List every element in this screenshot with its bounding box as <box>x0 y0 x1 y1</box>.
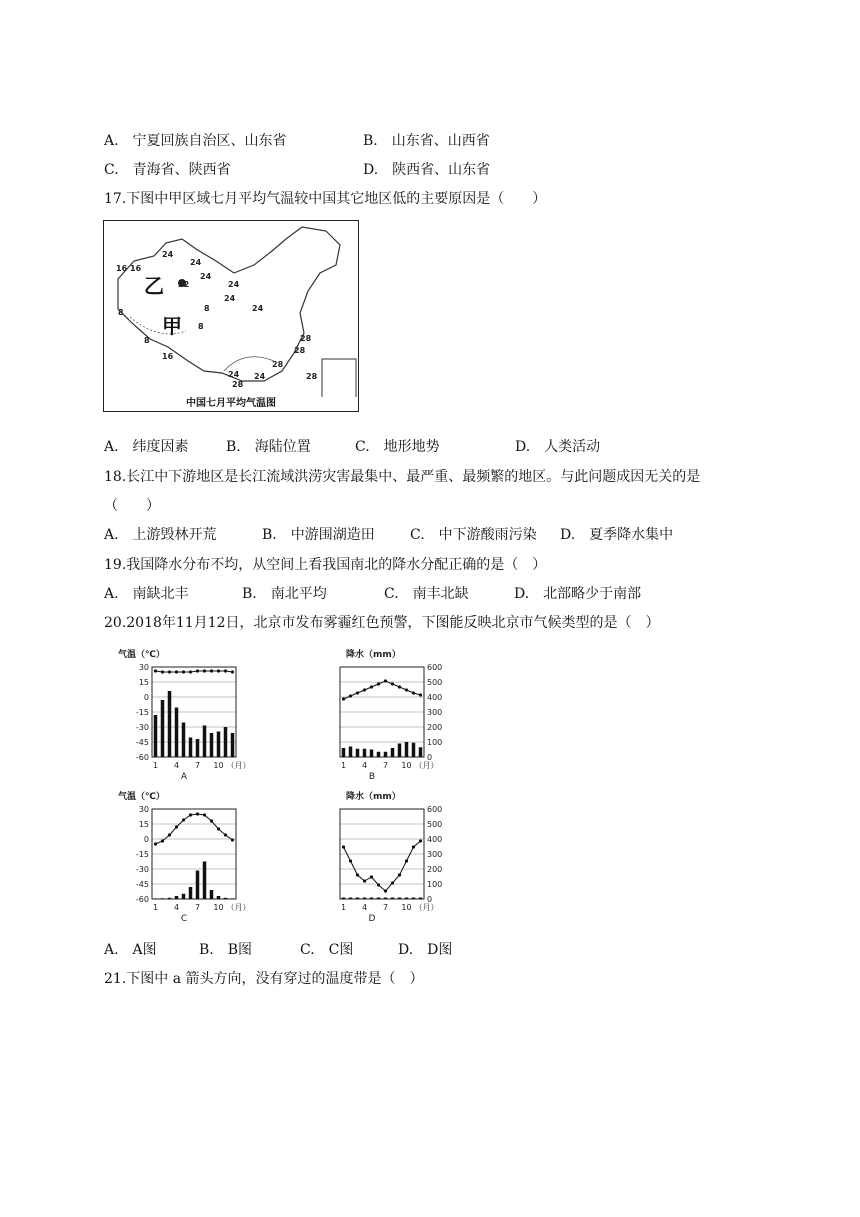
y-tick-label: 500 <box>427 678 443 687</box>
map-caption: 中国七月平均气温图 <box>186 398 276 409</box>
q17-option-a[interactable]: A. 纬度因素 <box>104 439 189 455</box>
map-label: 24 <box>200 272 212 281</box>
precip-bar <box>363 749 367 757</box>
climate-chart-c <box>112 787 262 936</box>
precip-bar <box>412 898 416 900</box>
q17-option-c[interactable]: C. 地形地势 <box>355 439 440 455</box>
temp-point <box>210 669 213 672</box>
precip-bar <box>384 752 388 757</box>
temp-point <box>356 873 359 876</box>
temp-point <box>370 685 373 688</box>
precip-bar <box>405 898 409 900</box>
map-label: 24 <box>190 258 202 267</box>
temp-point <box>168 670 171 673</box>
q18-option-d[interactable]: D. 夏季降水集中 <box>560 527 674 543</box>
precip-bar <box>224 898 228 899</box>
temp-point <box>224 833 227 836</box>
precip-bar <box>231 898 235 899</box>
temp-point <box>349 694 352 697</box>
precip-bar <box>168 898 172 899</box>
temp-point <box>370 875 373 878</box>
map-label: 8 <box>144 336 150 345</box>
map-label: 8 <box>118 308 124 317</box>
temp-line <box>156 671 233 672</box>
precip-bar <box>370 898 374 900</box>
precip-bar <box>356 898 360 900</box>
precip-bar <box>196 739 200 757</box>
q16-option-d[interactable]: D. 陕西省、山东省 <box>363 162 491 178</box>
temp-point <box>217 669 220 672</box>
china-map-graphic <box>104 221 358 397</box>
precip-bar <box>363 898 367 900</box>
precip-bar <box>391 898 395 900</box>
q20-option-b[interactable]: B. B图 <box>199 942 253 958</box>
q16-option-c[interactable]: C. 青海省、陕西省 <box>104 162 231 178</box>
temp-point <box>231 670 234 673</box>
y-tick-label: -30 <box>135 865 149 874</box>
temp-point <box>377 682 380 685</box>
map-label: 24 <box>254 372 266 381</box>
x-tick-label: 10 <box>401 761 412 770</box>
precip-bar <box>349 898 353 900</box>
temp-point <box>203 813 206 816</box>
y-tick-label: -60 <box>135 753 149 762</box>
precip-bar <box>377 752 381 757</box>
chart-title: D <box>368 914 376 924</box>
chart-title: A <box>180 772 188 782</box>
precip-bar <box>391 748 395 757</box>
temp-point <box>196 669 199 672</box>
map-label-yi: 乙 <box>144 274 164 298</box>
precip-bar <box>217 732 221 758</box>
map-label: 24 <box>252 304 264 313</box>
x-tick-label: 1 <box>152 761 159 770</box>
temp-point <box>391 682 394 685</box>
q20-option-d[interactable]: D. D图 <box>398 942 453 958</box>
temp-point <box>224 669 227 672</box>
precip-bar <box>224 727 228 757</box>
precip-bar <box>419 747 423 757</box>
temp-point <box>349 859 352 862</box>
precip-bar <box>210 890 214 899</box>
temp-point <box>189 670 192 673</box>
y-tick-label: 30 <box>138 805 149 814</box>
y-tick-label: 0 <box>427 753 433 762</box>
precip-bar <box>182 894 186 899</box>
x-tick-label: 4 <box>361 903 368 912</box>
precip-bar <box>154 898 158 899</box>
x-tick-label: 1 <box>340 903 347 912</box>
temp-point <box>161 839 164 842</box>
y-tick-label: 0 <box>427 895 433 904</box>
temp-point <box>405 688 408 691</box>
precip-bar <box>384 898 388 900</box>
q16-option-b[interactable]: B. 山东省、山西省 <box>363 133 490 149</box>
map-label: 28 <box>306 372 318 381</box>
map-label: 16 <box>162 352 174 361</box>
y-tick-label: -15 <box>135 850 149 859</box>
q17-stem: 17.下图中甲区域七月平均气温较中国其它地区低的主要原因是（ ） <box>104 191 547 207</box>
x-tick-label: 7 <box>194 903 201 912</box>
x-tick-label: 4 <box>361 761 368 770</box>
precip-axis-label: 降水（mm） <box>346 792 401 802</box>
south-sea-inset <box>322 359 356 397</box>
q18-stem: 18.长江中下游地区是长江流域洪涝灾害最集中、最严重、最频繁的地区。与此问题成因无关的是 <box>104 469 701 485</box>
map-label: 24 <box>228 280 240 289</box>
y-tick-label: 400 <box>427 835 443 844</box>
climate-chart-a-svg <box>112 645 262 790</box>
precip-bar <box>398 898 402 900</box>
x-tick-label: 4 <box>173 903 180 912</box>
q19-option-a[interactable]: A. 南缺北丰 <box>104 586 189 602</box>
precip-axis-label: 降水（mm） <box>346 650 401 660</box>
temp-point <box>356 691 359 694</box>
map-label: 28 <box>272 360 284 369</box>
temp-axis-label: 气温（℃） <box>118 650 165 660</box>
climate-chart-c-svg <box>112 787 262 932</box>
map-label: 16 <box>130 264 142 273</box>
precip-bar <box>203 726 207 758</box>
temp-point <box>175 825 178 828</box>
map-label: 28 <box>300 334 312 343</box>
temp-line <box>344 681 421 699</box>
precip-bar <box>412 743 416 757</box>
x-tick-label: 10 <box>213 903 224 912</box>
y-tick-label: 0 <box>143 693 149 702</box>
x-tick-label: 7 <box>382 761 389 770</box>
y-tick-label: 200 <box>427 865 443 874</box>
precip-bar <box>342 898 346 900</box>
y-tick-label: -30 <box>135 723 149 732</box>
precip-bar <box>377 898 381 900</box>
climate-chart-b <box>300 645 450 794</box>
precip-bar <box>196 871 200 900</box>
month-label: （月） <box>226 761 251 770</box>
precip-bar <box>175 896 179 899</box>
x-tick-label: 1 <box>152 903 159 912</box>
q19-option-b[interactable]: B. 南北平均 <box>242 586 327 602</box>
x-tick-label: 4 <box>173 761 180 770</box>
y-tick-label: 15 <box>138 678 149 687</box>
month-label: （月） <box>226 903 251 912</box>
precip-bar <box>370 750 374 758</box>
temp-point <box>182 670 185 673</box>
x-tick-label: 10 <box>213 761 224 770</box>
y-tick-label: 100 <box>427 880 443 889</box>
map-label: 32 <box>178 280 190 289</box>
precip-bar <box>189 887 193 899</box>
x-tick-label: 7 <box>194 761 201 770</box>
map-label: 24 <box>228 370 240 379</box>
temp-point <box>363 879 366 882</box>
y-tick-label: -45 <box>135 880 149 889</box>
q18-stem-cont: （ ） <box>104 498 160 514</box>
temp-point <box>154 669 157 672</box>
temp-line <box>156 814 233 844</box>
precip-bar <box>161 898 165 899</box>
precip-bar <box>349 747 353 758</box>
temp-point <box>419 693 422 696</box>
temp-point <box>154 842 157 845</box>
q20-stem: 20.2018年11月12日，北京市发布雾霾红色预警，下图能反映北京市气候类型的是（ ） <box>104 615 660 631</box>
temp-point <box>363 688 366 691</box>
q17-option-b[interactable]: B. 海陆位置 <box>226 439 311 455</box>
chart-title: C <box>180 914 188 924</box>
climate-chart-d <box>300 787 450 936</box>
temp-point <box>217 827 220 830</box>
y-tick-label: -15 <box>135 708 149 717</box>
temp-point <box>203 669 206 672</box>
map-label: 8 <box>204 304 210 313</box>
temp-point <box>189 813 192 816</box>
precip-bar <box>154 715 158 757</box>
y-tick-label: -45 <box>135 738 149 747</box>
climate-chart-d-svg <box>300 787 450 932</box>
y-tick-label: 15 <box>138 820 149 829</box>
precip-bar <box>175 708 179 758</box>
q17-option-d[interactable]: D. 人类活动 <box>515 439 601 455</box>
temp-point <box>391 881 394 884</box>
china-july-temperature-map <box>103 220 359 412</box>
temp-point <box>419 839 422 842</box>
precip-bar <box>217 896 221 899</box>
precip-bar <box>168 691 172 757</box>
map-label: 24 <box>162 250 174 259</box>
q18-option-b[interactable]: B. 中游围湖造田 <box>262 527 375 543</box>
temp-point <box>342 845 345 848</box>
temp-point <box>377 883 380 886</box>
precip-bar <box>342 748 346 757</box>
map-label-jia: 甲 <box>162 314 182 338</box>
q19-stem: 19.我国降水分布不均，从空间上看我国南北的降水分配正确的是（ ） <box>104 557 547 573</box>
map-label: 24 <box>224 294 236 303</box>
precip-bar <box>231 733 235 757</box>
x-tick-label: 10 <box>401 903 412 912</box>
chart-title: B <box>368 772 376 782</box>
temp-axis-label: 气温（℃） <box>118 792 165 802</box>
map-label: 8 <box>198 322 204 331</box>
map-label: 28 <box>232 380 244 389</box>
y-tick-label: -60 <box>135 895 149 904</box>
temp-point <box>384 889 387 892</box>
precip-bar <box>182 723 186 758</box>
q18-option-c[interactable]: C. 中下游酸雨污染 <box>410 527 537 543</box>
y-tick-label: 500 <box>427 820 443 829</box>
y-tick-label: 300 <box>427 850 443 859</box>
climate-chart-b-svg <box>300 645 450 790</box>
precip-bar <box>419 898 423 900</box>
month-label: （月） <box>414 903 439 912</box>
precip-bar <box>161 700 165 757</box>
q16-option-a[interactable]: A. 宁夏回族自治区、山东省 <box>104 133 287 149</box>
precip-bar <box>398 744 402 758</box>
map-label: 28 <box>294 346 306 355</box>
y-tick-label: 30 <box>138 663 149 672</box>
china-outline <box>118 227 340 381</box>
q18-option-a[interactable]: A. 上游毁林开荒 <box>104 527 217 543</box>
temp-point <box>182 818 185 821</box>
y-tick-label: 300 <box>427 708 443 717</box>
map-label: 16 <box>116 264 128 273</box>
temp-point <box>168 833 171 836</box>
x-tick-label: 7 <box>382 903 389 912</box>
q20-option-a[interactable]: A. A图 <box>104 942 157 958</box>
temp-point <box>412 845 415 848</box>
temp-point <box>210 819 213 822</box>
temp-point <box>196 812 199 815</box>
y-tick-label: 400 <box>427 693 443 702</box>
q21-stem: 21.下图中 a 箭头方向，没有穿过的温度带是（ ） <box>104 971 424 987</box>
temp-point <box>231 838 234 841</box>
precip-bar <box>405 742 409 757</box>
precip-bar <box>356 749 360 757</box>
temp-point <box>412 691 415 694</box>
q19-option-d[interactable]: D. 北部略少于南部 <box>514 586 642 602</box>
precip-bar <box>203 862 207 900</box>
temp-point <box>405 859 408 862</box>
y-tick-label: 200 <box>427 723 443 732</box>
precip-bar <box>210 733 214 757</box>
y-tick-label: 600 <box>427 805 443 814</box>
climate-chart-a <box>112 645 262 794</box>
temp-point <box>384 679 387 682</box>
temp-point <box>342 697 345 700</box>
temp-point <box>175 670 178 673</box>
y-tick-label: 600 <box>427 663 443 672</box>
precip-bar <box>189 738 193 758</box>
y-tick-label: 100 <box>427 738 443 747</box>
month-label: （月） <box>414 761 439 770</box>
temp-point <box>398 685 401 688</box>
q19-option-c[interactable]: C. 南丰北缺 <box>384 586 469 602</box>
temp-point <box>398 873 401 876</box>
temp-point <box>161 670 164 673</box>
temp-line <box>344 841 421 891</box>
q20-option-c[interactable]: C. C图 <box>300 942 354 958</box>
y-tick-label: 0 <box>143 835 149 844</box>
x-tick-label: 1 <box>340 761 347 770</box>
